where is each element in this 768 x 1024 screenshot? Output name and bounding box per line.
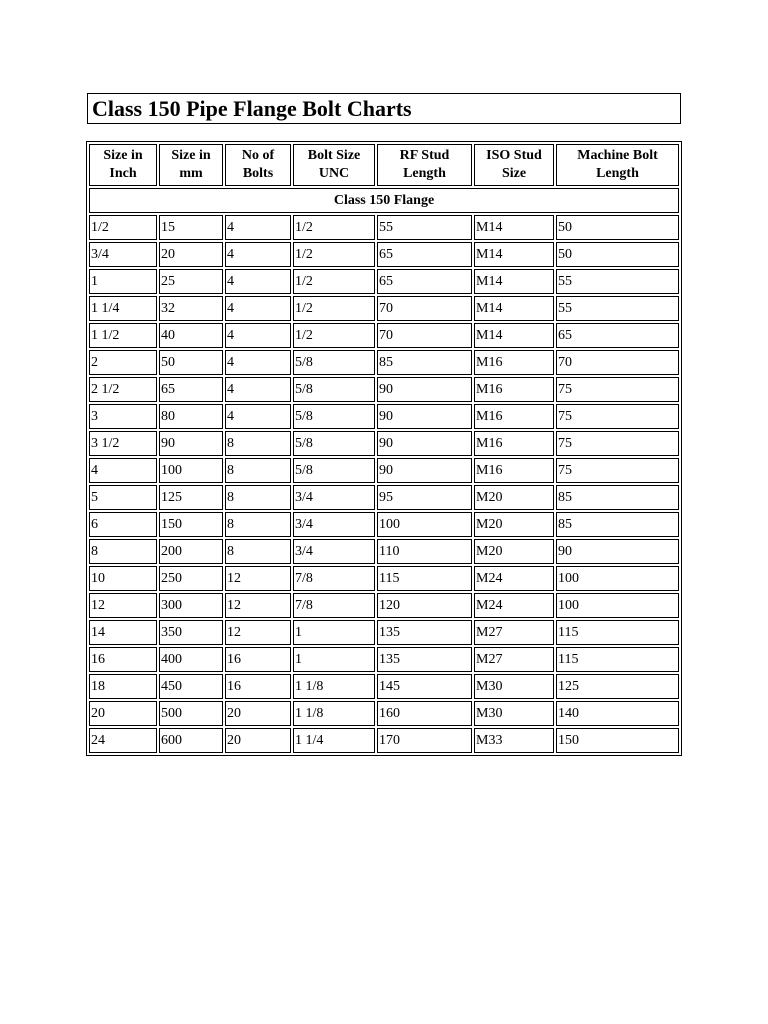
cell-no-of-bolts: 16 (225, 674, 291, 699)
header-bolt-size-unc: Bolt Size UNC (293, 144, 375, 186)
cell-rf-stud-length: 145 (377, 674, 472, 699)
cell-bolt-size-unc: 5/8 (293, 350, 375, 375)
cell-size-inch: 5 (89, 485, 157, 510)
cell-rf-stud-length: 135 (377, 620, 472, 645)
cell-rf-stud-length: 90 (377, 377, 472, 402)
cell-iso-stud-size: M27 (474, 647, 554, 672)
cell-iso-stud-size: M30 (474, 674, 554, 699)
cell-size-inch: 2 1/2 (89, 377, 157, 402)
cell-iso-stud-size: M14 (474, 269, 554, 294)
table-row (89, 485, 679, 510)
cell-no-of-bolts: 12 (225, 593, 291, 618)
cell-iso-stud-size: M27 (474, 620, 554, 645)
cell-size-inch: 1/2 (89, 215, 157, 240)
cell-bolt-size-unc: 1/2 (293, 269, 375, 294)
cell-machine-bolt-length: 50 (556, 215, 679, 240)
cell-bolt-size-unc: 1 (293, 620, 375, 645)
title-box (87, 93, 681, 124)
cell-no-of-bolts: 8 (225, 485, 291, 510)
bolt-chart-table (86, 141, 682, 756)
cell-rf-stud-length: 90 (377, 404, 472, 429)
cell-machine-bolt-length: 115 (556, 620, 679, 645)
cell-no-of-bolts: 4 (225, 404, 291, 429)
cell-iso-stud-size: M24 (474, 593, 554, 618)
cell-bolt-size-unc: 5/8 (293, 431, 375, 456)
table-row (89, 377, 679, 402)
cell-machine-bolt-length: 150 (556, 728, 679, 753)
cell-no-of-bolts: 16 (225, 647, 291, 672)
cell-machine-bolt-length: 65 (556, 323, 679, 348)
cell-bolt-size-unc: 5/8 (293, 458, 375, 483)
cell-size-mm: 350 (159, 620, 223, 645)
cell-iso-stud-size: M30 (474, 701, 554, 726)
cell-rf-stud-length: 115 (377, 566, 472, 591)
cell-no-of-bolts: 12 (225, 566, 291, 591)
cell-size-mm: 20 (159, 242, 223, 267)
cell-rf-stud-length: 170 (377, 728, 472, 753)
cell-bolt-size-unc: 1/2 (293, 215, 375, 240)
cell-rf-stud-length: 100 (377, 512, 472, 537)
cell-size-inch: 20 (89, 701, 157, 726)
cell-size-inch: 4 (89, 458, 157, 483)
cell-bolt-size-unc: 1/2 (293, 242, 375, 267)
table-body (89, 188, 679, 753)
cell-machine-bolt-length: 85 (556, 485, 679, 510)
cell-size-mm: 25 (159, 269, 223, 294)
cell-iso-stud-size: M20 (474, 539, 554, 564)
cell-machine-bolt-length: 140 (556, 701, 679, 726)
cell-no-of-bolts: 4 (225, 350, 291, 375)
cell-size-inch: 3 1/2 (89, 431, 157, 456)
cell-no-of-bolts: 4 (225, 269, 291, 294)
cell-machine-bolt-length: 50 (556, 242, 679, 267)
header-iso-stud-size: ISO Stud Size (474, 144, 554, 186)
cell-size-inch: 16 (89, 647, 157, 672)
cell-size-inch: 18 (89, 674, 157, 699)
cell-size-inch: 1 (89, 269, 157, 294)
table-row (89, 647, 679, 672)
cell-rf-stud-length: 70 (377, 296, 472, 321)
cell-iso-stud-size: M20 (474, 512, 554, 537)
cell-bolt-size-unc: 3/4 (293, 485, 375, 510)
cell-machine-bolt-length: 100 (556, 593, 679, 618)
cell-iso-stud-size: M16 (474, 431, 554, 456)
cell-no-of-bolts: 4 (225, 242, 291, 267)
table-row (89, 296, 679, 321)
cell-rf-stud-length: 90 (377, 458, 472, 483)
cell-size-mm: 600 (159, 728, 223, 753)
header-size-inch: Size in Inch (89, 144, 157, 186)
cell-size-mm: 125 (159, 485, 223, 510)
cell-no-of-bolts: 20 (225, 728, 291, 753)
table-header (89, 144, 679, 186)
cell-bolt-size-unc: 3/4 (293, 512, 375, 537)
cell-machine-bolt-length: 125 (556, 674, 679, 699)
cell-no-of-bolts: 8 (225, 431, 291, 456)
cell-iso-stud-size: M16 (474, 458, 554, 483)
cell-iso-stud-size: M16 (474, 377, 554, 402)
cell-no-of-bolts: 8 (225, 458, 291, 483)
cell-iso-stud-size: M14 (474, 296, 554, 321)
cell-size-mm: 15 (159, 215, 223, 240)
cell-rf-stud-length: 70 (377, 323, 472, 348)
table-row (89, 593, 679, 618)
cell-size-inch: 12 (89, 593, 157, 618)
cell-no-of-bolts: 4 (225, 377, 291, 402)
cell-iso-stud-size: M24 (474, 566, 554, 591)
cell-no-of-bolts: 4 (225, 296, 291, 321)
table-row (89, 323, 679, 348)
cell-machine-bolt-length: 75 (556, 404, 679, 429)
cell-bolt-size-unc: 1 1/4 (293, 728, 375, 753)
cell-size-mm: 200 (159, 539, 223, 564)
table-row (89, 539, 679, 564)
cell-rf-stud-length: 65 (377, 242, 472, 267)
page-title: Class 150 Pipe Flange Bolt Charts (92, 95, 412, 121)
cell-bolt-size-unc: 1/2 (293, 296, 375, 321)
cell-iso-stud-size: M14 (474, 242, 554, 267)
table-row (89, 269, 679, 294)
cell-size-inch: 14 (89, 620, 157, 645)
cell-machine-bolt-length: 75 (556, 377, 679, 402)
table-row (89, 701, 679, 726)
table-row (89, 728, 679, 753)
cell-rf-stud-length: 55 (377, 215, 472, 240)
cell-size-mm: 400 (159, 647, 223, 672)
cell-rf-stud-length: 95 (377, 485, 472, 510)
cell-iso-stud-size: M16 (474, 404, 554, 429)
cell-bolt-size-unc: 3/4 (293, 539, 375, 564)
cell-bolt-size-unc: 5/8 (293, 377, 375, 402)
cell-size-inch: 1 1/4 (89, 296, 157, 321)
cell-iso-stud-size: M33 (474, 728, 554, 753)
cell-size-mm: 100 (159, 458, 223, 483)
cell-no-of-bolts: 4 (225, 323, 291, 348)
cell-rf-stud-length: 110 (377, 539, 472, 564)
header-no-of-bolts: No of Bolts (225, 144, 291, 186)
cell-machine-bolt-length: 85 (556, 512, 679, 537)
cell-iso-stud-size: M14 (474, 323, 554, 348)
cell-size-inch: 3/4 (89, 242, 157, 267)
cell-machine-bolt-length: 70 (556, 350, 679, 375)
cell-no-of-bolts: 12 (225, 620, 291, 645)
cell-bolt-size-unc: 1/2 (293, 323, 375, 348)
cell-no-of-bolts: 8 (225, 539, 291, 564)
cell-size-mm: 50 (159, 350, 223, 375)
header-rf-stud-length: RF Stud Length (377, 144, 472, 186)
cell-machine-bolt-length: 100 (556, 566, 679, 591)
cell-rf-stud-length: 135 (377, 647, 472, 672)
cell-machine-bolt-length: 115 (556, 647, 679, 672)
cell-size-inch: 2 (89, 350, 157, 375)
cell-machine-bolt-length: 55 (556, 269, 679, 294)
section-row (89, 188, 679, 213)
cell-size-mm: 450 (159, 674, 223, 699)
cell-size-inch: 3 (89, 404, 157, 429)
cell-size-inch: 8 (89, 539, 157, 564)
cell-rf-stud-length: 85 (377, 350, 472, 375)
cell-size-inch: 6 (89, 512, 157, 537)
cell-size-mm: 32 (159, 296, 223, 321)
cell-machine-bolt-length: 75 (556, 458, 679, 483)
table-row (89, 674, 679, 699)
section-label: Class 150 Flange (89, 188, 679, 213)
cell-size-mm: 250 (159, 566, 223, 591)
table-row (89, 431, 679, 456)
cell-rf-stud-length: 65 (377, 269, 472, 294)
cell-iso-stud-size: M16 (474, 350, 554, 375)
cell-size-inch: 10 (89, 566, 157, 591)
cell-size-mm: 300 (159, 593, 223, 618)
cell-machine-bolt-length: 90 (556, 539, 679, 564)
cell-size-inch: 24 (89, 728, 157, 753)
cell-iso-stud-size: M20 (474, 485, 554, 510)
cell-size-mm: 40 (159, 323, 223, 348)
cell-size-mm: 65 (159, 377, 223, 402)
table-row (89, 566, 679, 591)
table-row (89, 215, 679, 240)
header-row (89, 144, 679, 186)
table-row (89, 350, 679, 375)
cell-size-mm: 500 (159, 701, 223, 726)
cell-rf-stud-length: 120 (377, 593, 472, 618)
table-row (89, 242, 679, 267)
table-row (89, 512, 679, 537)
cell-bolt-size-unc: 1 (293, 647, 375, 672)
cell-size-inch: 1 1/2 (89, 323, 157, 348)
table-row (89, 620, 679, 645)
header-size-mm: Size in mm (159, 144, 223, 186)
cell-bolt-size-unc: 1 1/8 (293, 701, 375, 726)
table-row (89, 404, 679, 429)
cell-machine-bolt-length: 55 (556, 296, 679, 321)
cell-bolt-size-unc: 7/8 (293, 593, 375, 618)
cell-iso-stud-size: M14 (474, 215, 554, 240)
cell-size-mm: 80 (159, 404, 223, 429)
cell-size-mm: 90 (159, 431, 223, 456)
cell-size-mm: 150 (159, 512, 223, 537)
cell-no-of-bolts: 8 (225, 512, 291, 537)
cell-bolt-size-unc: 7/8 (293, 566, 375, 591)
cell-bolt-size-unc: 5/8 (293, 404, 375, 429)
cell-no-of-bolts: 4 (225, 215, 291, 240)
header-machine-bolt-length: Machine Bolt Length (556, 144, 679, 186)
cell-rf-stud-length: 160 (377, 701, 472, 726)
table-row (89, 458, 679, 483)
cell-bolt-size-unc: 1 1/8 (293, 674, 375, 699)
cell-no-of-bolts: 20 (225, 701, 291, 726)
cell-rf-stud-length: 90 (377, 431, 472, 456)
cell-machine-bolt-length: 75 (556, 431, 679, 456)
